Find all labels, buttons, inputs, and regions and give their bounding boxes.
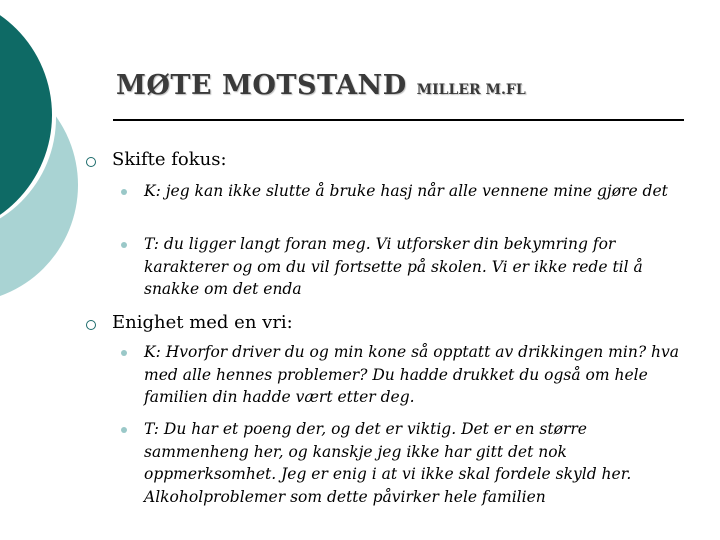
title-underline [113,119,684,121]
list-item: T: du ligger langt foran meg. Vi utforsker din bekymring for karakterer og om du vil fortsette på skolen. Vi er ikke rede til å snakke om det enda [144,235,643,298]
list-item: T: Du har et poeng der, og det er viktig. Det er en større sammenheng her, og kanskje jeg ikke har gitt det nok oppmerksomhet. Jeg er enig i at vi ikke skal fordele skyld her. Alkoholproblemer som dette påvirker hele familien [144,420,632,506]
title-main: MØTE MOTSTAND [116,70,407,101]
list-bullet-icon [121,350,127,356]
list-item: K: Hvorfor driver du og min kone så opptatt av drikkingen min? hva med alle hennes problemer? Du hadde drukket du også om hele familien din hadde vært etter deg. [144,343,680,406]
section-bullet-icon [86,320,96,330]
list-bullet-icon [121,189,127,195]
list-item: K: jeg kan ikke slutte å bruke hasj når alle vennene mine gjøre det [144,182,668,200]
section-heading: Skifte fokus: [112,149,227,170]
section-heading: Enighet med en vri: [112,312,293,333]
decorative-circles [0,0,90,300]
slide-title [116,70,526,101]
list-bullet-icon [121,427,127,433]
section-bullet-icon [86,157,96,167]
title-subtitle: MILLER M.FL [416,82,526,98]
list-bullet-icon [121,242,127,248]
